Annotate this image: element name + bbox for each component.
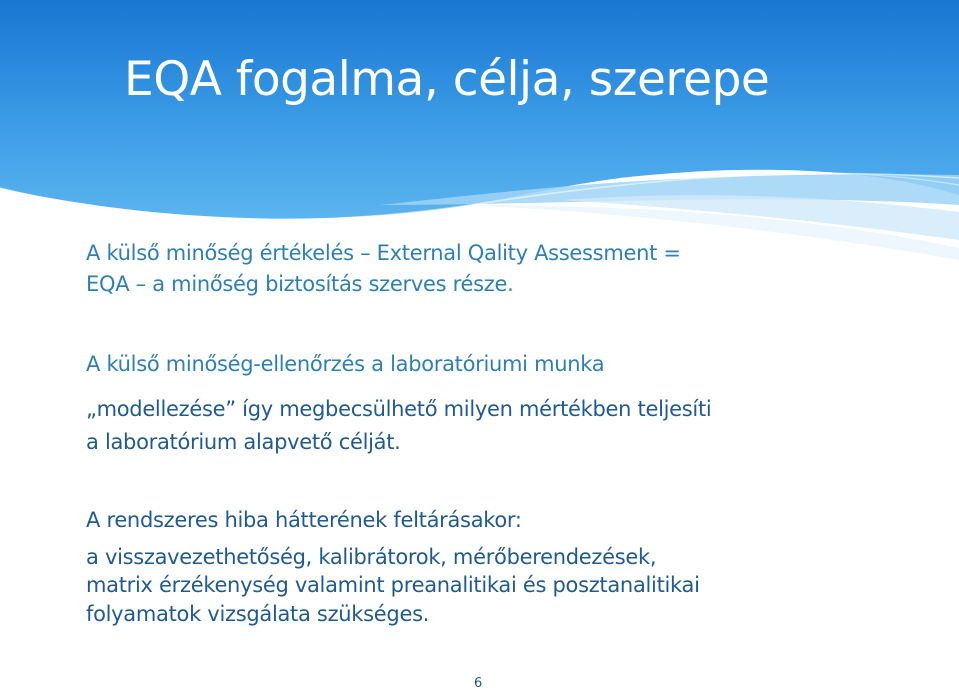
- paragraph3-line2: a visszavezethetőség, kalibrátorok, mérőberendezések,: [86, 545, 657, 569]
- paragraph2-line3: a laboratórium alapvető célját.: [86, 430, 401, 454]
- header-wave-pale: [560, 195, 959, 240]
- paragraph2-line1: A külső minőség-ellenőrzés a laboratóriumi munka: [86, 352, 605, 376]
- slide-title: EQA fogalma, célja, szerepe: [124, 52, 770, 107]
- paragraph3-line3: matrix érzékenység valamint preanalitikai és posztanalitikai: [86, 573, 700, 597]
- paragraph2-line2: „modellezése” így megbecsülhető milyen mértékben teljesíti: [86, 397, 712, 421]
- paragraph3-line4: folyamatok vizsgálata szükséges.: [86, 602, 430, 626]
- paragraph1-line2: EQA – a minőség biztosítás szerves része.: [86, 272, 514, 296]
- paragraph3-line1: A rendszeres hiba hátterének feltárásakor:: [86, 508, 522, 532]
- page-number: 6: [474, 676, 483, 691]
- paragraph1-line1: A külső minőség értékelés – External Qality Assessment =: [86, 241, 681, 265]
- header-background: [0, 0, 959, 260]
